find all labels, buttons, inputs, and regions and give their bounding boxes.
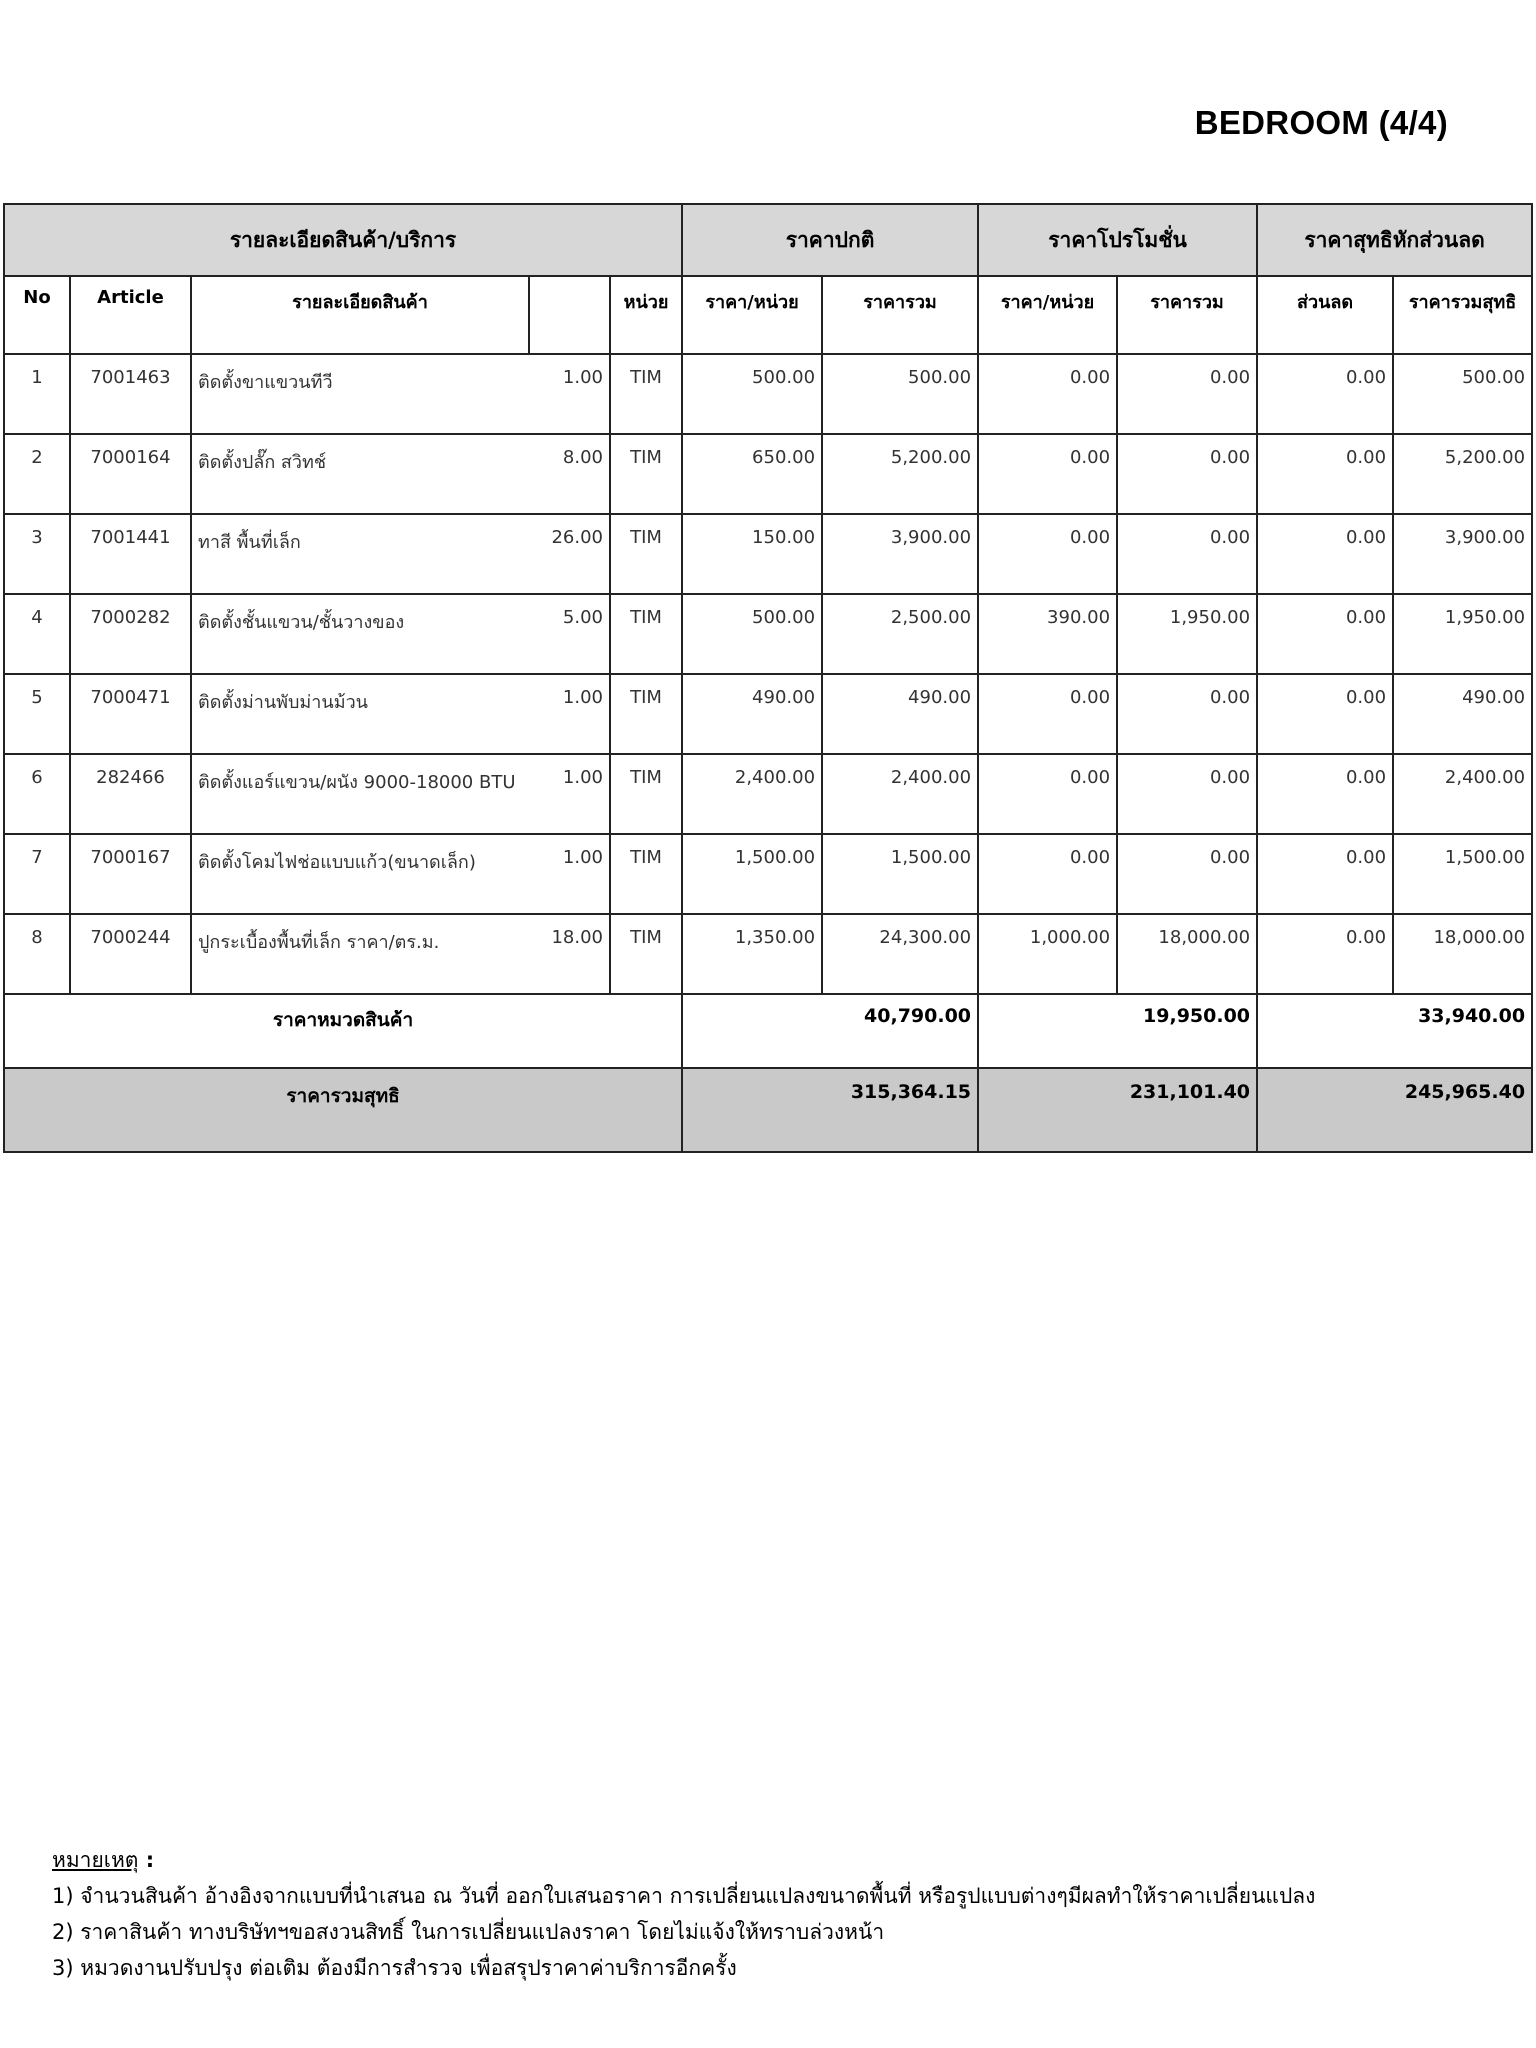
item-unit: TIM xyxy=(610,914,682,994)
item-qty: 1.00 xyxy=(529,674,610,754)
item-regular-total: 1,500.00 xyxy=(822,834,978,914)
item-description: ปูกระเบื้องพื้นที่เล็ก ราคา/ตร.ม. xyxy=(191,914,529,994)
table-row xyxy=(4,514,1532,594)
header-promo-unit-price: ราคา/หน่วย xyxy=(978,276,1117,354)
item-qty: 26.00 xyxy=(529,514,610,594)
item-promo-total: 1,950.00 xyxy=(1117,594,1257,674)
item-no: 2 xyxy=(4,434,70,514)
header-no: No xyxy=(4,276,70,354)
item-promo-unit-price: 1,000.00 xyxy=(978,914,1117,994)
item-promo-unit-price: 0.00 xyxy=(978,834,1117,914)
header-description: รายละเอียดสินค้า xyxy=(191,276,529,354)
item-discount: 0.00 xyxy=(1257,834,1393,914)
table-row xyxy=(4,594,1532,674)
table-row xyxy=(4,914,1532,994)
item-discount: 0.00 xyxy=(1257,594,1393,674)
table-row xyxy=(4,434,1532,514)
item-regular-unit-price: 500.00 xyxy=(682,354,822,434)
header-unit: หน่วย xyxy=(610,276,682,354)
item-regular-unit-price: 150.00 xyxy=(682,514,822,594)
item-promo-total: 0.00 xyxy=(1117,674,1257,754)
item-description: ติดตั้งม่านพับม่านม้วน xyxy=(191,674,529,754)
header-regular-unit-price: ราคา/หน่วย xyxy=(682,276,822,354)
notes-section xyxy=(52,1842,1315,1986)
group-net-price: ราคาสุทธิหักส่วนลด xyxy=(1257,204,1532,276)
item-qty: 1.00 xyxy=(529,754,610,834)
table-row xyxy=(4,354,1532,434)
item-unit: TIM xyxy=(610,754,682,834)
item-unit: TIM xyxy=(610,434,682,514)
item-no: 8 xyxy=(4,914,70,994)
item-regular-total: 2,500.00 xyxy=(822,594,978,674)
header-promo-total: ราคารวม xyxy=(1117,276,1257,354)
table-row xyxy=(4,754,1532,834)
item-no: 1 xyxy=(4,354,70,434)
item-net-total: 500.00 xyxy=(1393,354,1532,434)
note-line: 3) หมวดงานปรับปรุง ต่อเติม ต้องมีการสำรวจ เพื่อสรุปราคาค่าบริการอีกครั้ง xyxy=(52,1956,737,1980)
item-unit: TIM xyxy=(610,834,682,914)
item-promo-total: 0.00 xyxy=(1117,354,1257,434)
item-net-total: 2,400.00 xyxy=(1393,754,1532,834)
item-regular-total: 490.00 xyxy=(822,674,978,754)
item-discount: 0.00 xyxy=(1257,754,1393,834)
item-article: 7000244 xyxy=(70,914,191,994)
item-article: 7001463 xyxy=(70,354,191,434)
item-article: 7000282 xyxy=(70,594,191,674)
item-net-total: 1,950.00 xyxy=(1393,594,1532,674)
item-promo-unit-price: 390.00 xyxy=(978,594,1117,674)
item-regular-total: 3,900.00 xyxy=(822,514,978,594)
group-regular-price: ราคาปกติ xyxy=(682,204,978,276)
item-article: 7000471 xyxy=(70,674,191,754)
subtotal-promo: 19,950.00 xyxy=(978,994,1257,1068)
item-description: ติดตั้งปลั๊ก สวิทช์ xyxy=(191,434,529,514)
item-unit: TIM xyxy=(610,514,682,594)
column-header-row xyxy=(4,276,1532,354)
group-header-row xyxy=(4,204,1532,276)
item-regular-total: 500.00 xyxy=(822,354,978,434)
item-promo-total: 0.00 xyxy=(1117,834,1257,914)
item-discount: 0.00 xyxy=(1257,354,1393,434)
group-promo-price: ราคาโปรโมชั่น xyxy=(978,204,1257,276)
item-net-total: 490.00 xyxy=(1393,674,1532,754)
item-article: 7001441 xyxy=(70,514,191,594)
item-regular-total: 5,200.00 xyxy=(822,434,978,514)
grand-total-row xyxy=(4,1068,1532,1152)
table-row xyxy=(4,674,1532,754)
item-unit: TIM xyxy=(610,354,682,434)
item-no: 6 xyxy=(4,754,70,834)
item-regular-unit-price: 1,350.00 xyxy=(682,914,822,994)
header-article: Article xyxy=(70,276,191,354)
item-regular-total: 2,400.00 xyxy=(822,754,978,834)
notes-heading: หมายเหตุ xyxy=(52,1848,139,1872)
item-net-total: 3,900.00 xyxy=(1393,514,1532,594)
item-net-total: 5,200.00 xyxy=(1393,434,1532,514)
item-regular-unit-price: 1,500.00 xyxy=(682,834,822,914)
note-line: 2) ราคาสินค้า ทางบริษัทฯขอสงวนสิทธิ์ ในการเปลี่ยนแปลงราคา โดยไม่แจ้งให้ทราบล่วงหน้า xyxy=(52,1920,885,1944)
item-promo-total: 0.00 xyxy=(1117,514,1257,594)
subtotal-row xyxy=(4,994,1532,1068)
item-regular-total: 24,300.00 xyxy=(822,914,978,994)
item-unit: TIM xyxy=(610,674,682,754)
item-qty: 18.00 xyxy=(529,914,610,994)
notes-heading-line xyxy=(52,1842,1315,1878)
item-regular-unit-price: 500.00 xyxy=(682,594,822,674)
item-discount: 0.00 xyxy=(1257,674,1393,754)
item-discount: 0.00 xyxy=(1257,914,1393,994)
item-regular-unit-price: 650.00 xyxy=(682,434,822,514)
item-article: 7000164 xyxy=(70,434,191,514)
item-net-total: 1,500.00 xyxy=(1393,834,1532,914)
subtotal-net: 33,940.00 xyxy=(1257,994,1532,1068)
item-description: ติดตั้งขาแขวนทีวี xyxy=(191,354,529,434)
subtotal-label: ราคาหมวดสินค้า xyxy=(4,994,682,1068)
item-qty: 1.00 xyxy=(529,354,610,434)
item-discount: 0.00 xyxy=(1257,434,1393,514)
item-promo-total: 0.00 xyxy=(1117,754,1257,834)
header-net-total: ราคารวมสุทธิ xyxy=(1393,276,1532,354)
item-promo-total: 18,000.00 xyxy=(1117,914,1257,994)
header-discount: ส่วนลด xyxy=(1257,276,1393,354)
group-details: รายละเอียดสินค้า/บริการ xyxy=(4,204,682,276)
grand-total-promo: 231,101.40 xyxy=(978,1068,1257,1152)
item-regular-unit-price: 2,400.00 xyxy=(682,754,822,834)
item-description: ติดตั้งแอร์แขวน/ผนัง 9000-18000 BTU xyxy=(191,754,529,834)
item-promo-unit-price: 0.00 xyxy=(978,754,1117,834)
header-regular-total: ราคารวม xyxy=(822,276,978,354)
item-promo-unit-price: 0.00 xyxy=(978,434,1117,514)
item-promo-unit-price: 0.00 xyxy=(978,514,1117,594)
header-qty xyxy=(529,276,610,354)
grand-total-regular: 315,364.15 xyxy=(682,1068,978,1152)
grand-total-net: 245,965.40 xyxy=(1257,1068,1532,1152)
item-promo-unit-price: 0.00 xyxy=(978,674,1117,754)
item-promo-unit-price: 0.00 xyxy=(978,354,1117,434)
page-title: BEDROOM (4/4) xyxy=(1194,104,1448,141)
item-promo-total: 0.00 xyxy=(1117,434,1257,514)
item-regular-unit-price: 490.00 xyxy=(682,674,822,754)
quotation-table xyxy=(3,203,1533,1153)
item-article: 282466 xyxy=(70,754,191,834)
item-unit: TIM xyxy=(610,594,682,674)
item-description: ทาสี พื้นที่เล็ก xyxy=(191,514,529,594)
item-no: 5 xyxy=(4,674,70,754)
item-no: 4 xyxy=(4,594,70,674)
grand-total-label: ราคารวมสุทธิ xyxy=(4,1068,682,1152)
item-qty: 5.00 xyxy=(529,594,610,674)
subtotal-regular: 40,790.00 xyxy=(682,994,978,1068)
item-discount: 0.00 xyxy=(1257,514,1393,594)
item-description: ติดตั้งชั้นแขวน/ชั้นวางของ xyxy=(191,594,529,674)
note-line: 1) จำนวนสินค้า อ้างอิงจากแบบที่นำเสนอ ณ วันที่ ออกใบเสนอราคา การเปลี่ยนแปลงขนาดพื้นที่ หรือรูปแบบต่างๆมีผลทำให้ราคาเปลี่ยนแปลง xyxy=(52,1884,1316,1908)
item-qty: 1.00 xyxy=(529,834,610,914)
notes-heading-colon: : xyxy=(138,1848,155,1872)
item-description: ติดตั้งโคมไฟช่อแบบแก้ว(ขนาดเล็ก) xyxy=(191,834,529,914)
item-article: 7000167 xyxy=(70,834,191,914)
item-net-total: 18,000.00 xyxy=(1393,914,1532,994)
item-qty: 8.00 xyxy=(529,434,610,514)
item-no: 3 xyxy=(4,514,70,594)
table-row xyxy=(4,834,1532,914)
item-no: 7 xyxy=(4,834,70,914)
